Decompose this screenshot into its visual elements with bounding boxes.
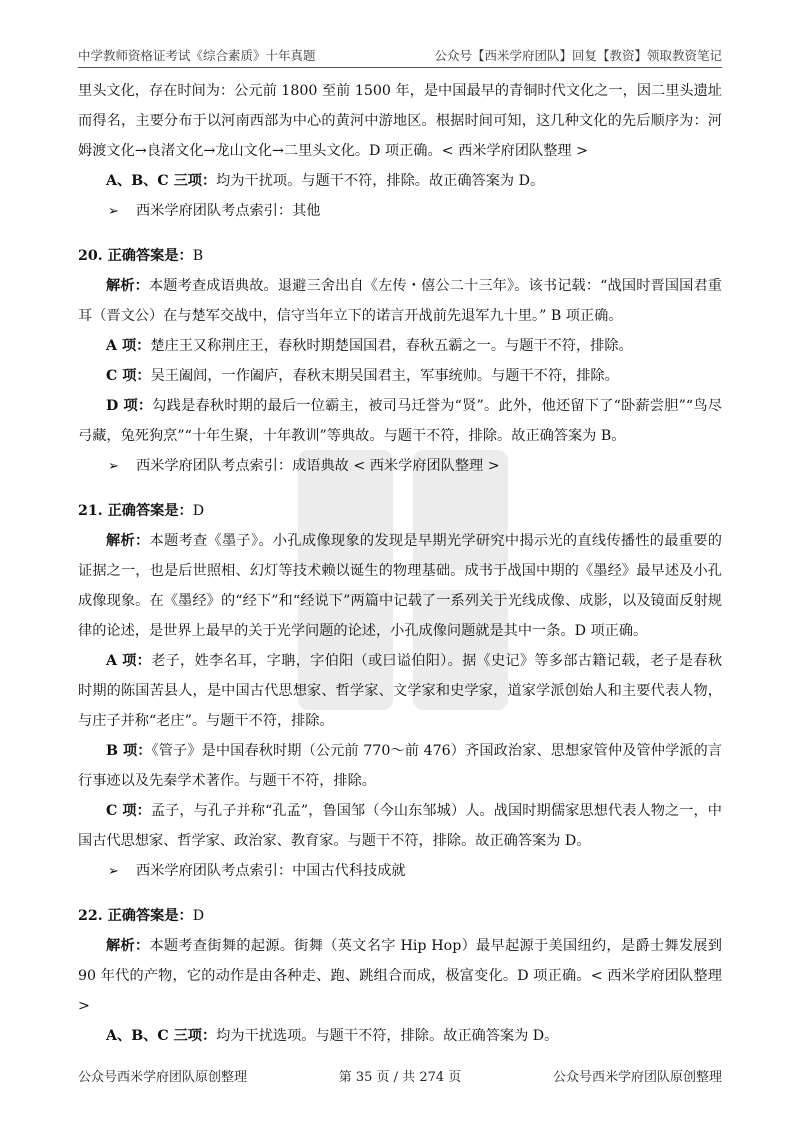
q20-option-d [78,391,722,451]
q21-analysis-text: 本题考查《墨子》。小孔成像现象的发现是早期光学研究中揭示光的直线传播性的最重要的证据之一，也是后世照相、幻灯等技术赖以诞生的物理基础。成书于战国中期的《墨经》最早述及小孔成像现象。在《墨经》的“经下”和“经说下”两篇中记载了一系列关于光线成像、成影，以及镜面反射规律的论述，是世界上最早的关于光学问题的论述，小孔成像问题就是其中一条。D 项正确。 [78,533,722,639]
q19-index-text: 西米学府团队考点索引：其他 [136,203,321,219]
q22-abc-text: 均为干扰选项。与题干不符，排除。故正确答案为 D。 [216,1028,559,1044]
q21-analysis-label: 解析： [106,533,150,549]
q20-option-a [78,331,722,361]
q20-option-c [78,361,722,391]
q19-abc-text: 均为干扰项。与题干不符，排除。故正确答案为 D。 [216,173,545,189]
document-body [78,76,722,1051]
arrowhead-bullet-icon: ➢ [108,459,119,474]
footer-right-credit: 公众号西米学府团队原创整理 [552,1070,722,1085]
q21-option-c [78,796,722,856]
q21-analysis [78,526,722,646]
header-left-title: 中学教师资格证考试《综合素质》十年真题 [78,48,316,63]
footer-left-credit: 公众号西米学府团队原创整理 [78,1070,248,1085]
q20-a-text: 楚庄王又称荆庄王，春秋时期楚国国君，春秋五霸之一。与题干不符，排除。 [150,338,633,354]
q20-analysis-label: 解析： [106,278,149,294]
q22-title: 22. 正确答案是： [78,908,193,924]
header-divider [78,67,722,68]
q22-analysis-label: 解析： [106,938,150,954]
q22-option-abc [78,1021,722,1051]
q21-a-text: 老子，姓李名耳，字聃，字伯阳（或曰谥伯阳）。据《史记》等多部古籍记载，老子是春秋时期的陈国苦县人，是中国古代思想家、哲学家、文学家和史学家，道家学派创始人和主要代表人物，与庄子并称“老庄”。与题干不符，排除。 [78,653,723,729]
q21-index [78,856,722,887]
q20-index [78,451,722,482]
q22-heading [78,901,722,931]
arrowhead-bullet-icon: ➢ [108,204,119,219]
q19-index [78,196,722,227]
q20-heading [78,241,722,271]
q22-analysis [78,931,722,1021]
q20-d-text: 勾践是春秋时期的最后一位霸主，被司马迁誉为“贤”。此外，他还留下了“卧薪尝胆”“鸟尽弓藏，兔死狗烹”“十年生聚，十年教训”等典故。与题干不符，排除。故正确答案为 B。 [78,398,722,444]
header-right-note: 公众号【西米学府团队】回复【教资】领取教资笔记 [434,48,722,63]
page-header [78,44,722,64]
q20-c-text: 吴王阖闾，一作阖庐，春秋末期吴国君主，军事统帅。与题干不符，排除。 [150,368,619,384]
arrowhead-bullet-icon: ➢ [108,864,119,879]
q19-analysis-tail: 里头文化，存在时间为：公元前 1800 至前 1500 年，是中国最早的青铜时代文化之一，因二里头遗址而得名，主要分布于以河南西部为中心的黄河中游地区。根据时间可知，这几种文化的先后顺序为：河姆渡文化→良渚文化→龙山文化→二里头文化。D 项正确。< 西米学府团队整理 > [78,83,722,159]
q20-a-label: A 项： [106,338,151,354]
q21-heading [78,496,722,526]
q21-option-b [78,736,722,796]
q20-index-text: 西米学府团队考点索引：成语典故 < 西米学府团队整理 > [136,458,500,474]
q22-analysis-text: 本题考查街舞的起源。街舞（英文名字 Hip Hop）最早起源于美国纽约，是爵士舞发展到 90 年代的产物，它的动作是由各种走、跑、跳组合而成，极富变化。D 项正确。< 西米学府团队整理 > [78,938,722,1014]
q22-answer: D [192,908,205,924]
q21-a-label: A 项： [106,653,152,669]
page-number: 第 35 页 / 共 274 页 [338,1070,462,1085]
q21-option-a [78,646,722,736]
page-footer [78,1066,722,1085]
q21-answer: D [192,503,205,519]
q21-title: 21. 正确答案是： [78,503,193,519]
q21-c-text: 孟子，与孔子并称“孔孟”，鲁国邹（今山东邹城）人。战国时期儒家思想代表人物之一，中国古代思想家、哲学家、政治家、教育家。与题干不符，排除。故正确答案为 D。 [78,803,722,849]
q22-abc-label: A、B、C 三项： [106,1028,217,1044]
q20-title: 20. 正确答案是： [78,248,193,264]
q19-option-abc [78,166,722,196]
q20-answer: B [192,248,204,264]
q19-abc-label: A、B、C 三项： [106,173,217,189]
q20-analysis [78,271,722,331]
q21-c-label: C 项： [106,803,151,819]
q20-c-label: C 项： [106,368,151,384]
q20-analysis-text: 本题考查成语典故。退避三舍出自《左传・僖公二十三年》。该书记载：“战国时晋国国君重耳（晋文公）在与楚军交战中，信守当年立下的诺言开战前先退军九十里。” B 项正确。 [78,278,722,324]
q21-b-text: 《管子》是中国春秋时期（公元前 770～前 476）齐国政治家、思想家管仲及管仲学派的言行事迹以及先秦学术著作。与题干不符，排除。 [78,743,722,789]
q21-b-label: B 项： [106,743,152,759]
q20-d-label: D 项： [106,398,153,414]
q21-index-text: 西米学府团队考点索引：中国古代科技成就 [136,863,406,879]
